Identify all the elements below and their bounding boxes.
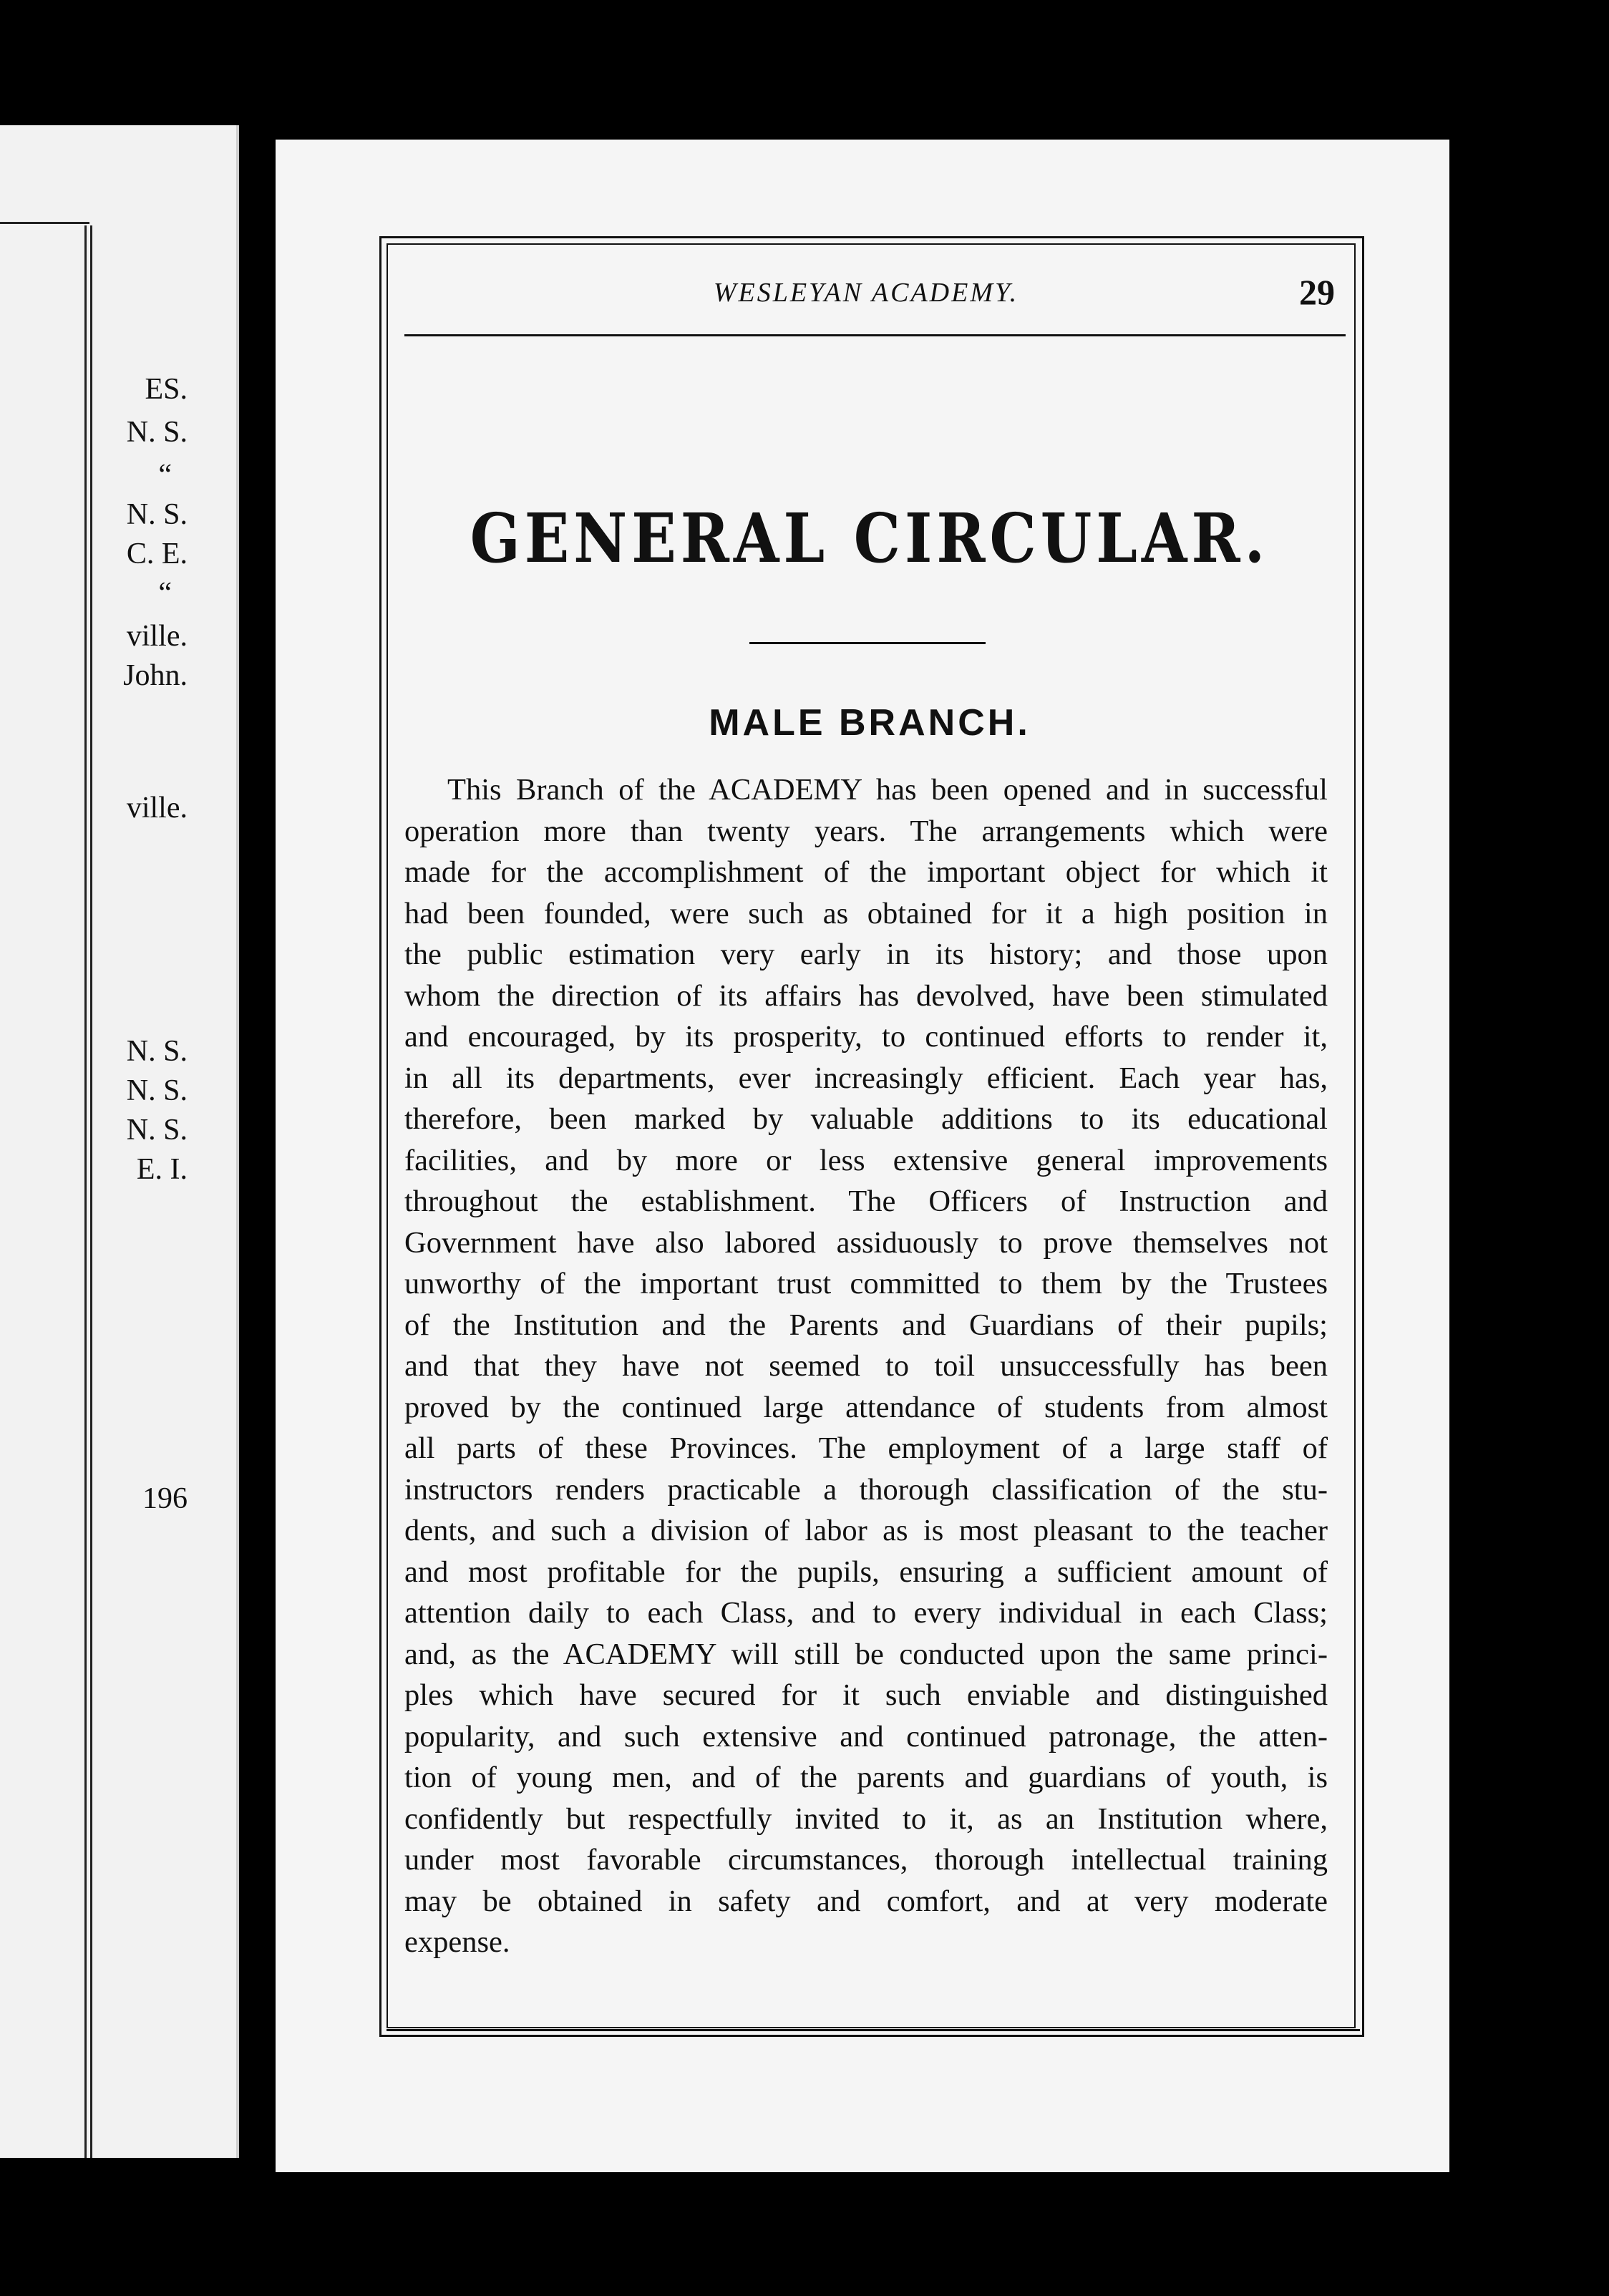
running-title: WESLEYAN ACADEMY.	[713, 278, 1019, 308]
left-page-line: 196	[142, 1482, 188, 1515]
body-line: may be obtained in safety and comfort, and at very moderate	[404, 1884, 1328, 1918]
running-head	[404, 272, 1335, 320]
body-paragraph	[404, 769, 1328, 1963]
left-page-border-inner	[90, 225, 92, 2158]
left-page-line: ville.	[126, 620, 188, 653]
body-line: This Branch of the ACADEMY has been opened and in successful	[447, 773, 1328, 807]
bottom-rule	[387, 2029, 1360, 2031]
previous-page-fragment	[0, 125, 239, 2158]
body-line: Government have also labored assiduously to prove themselves not	[404, 1225, 1328, 1260]
left-page-line: “	[158, 459, 172, 492]
title-divider	[749, 642, 986, 644]
left-page-line: N. S.	[126, 416, 188, 449]
body-line: ples which have secured for it such enviable and distinguished	[404, 1678, 1328, 1712]
left-page-line: ville.	[126, 792, 188, 824]
body-line: and that they have not seemed to toil unsuccessfully has been	[404, 1349, 1328, 1383]
body-line: and most profitable for the pupils, ensuring a sufficient amount of	[404, 1555, 1328, 1589]
left-page-border	[84, 225, 87, 2158]
body-line: dents, and such a division of labor as is most pleasant to the teacher	[404, 1514, 1328, 1547]
body-line: whom the direction of its affairs has devolved, have been stimulated	[404, 978, 1328, 1013]
left-page-line: John.	[123, 659, 188, 692]
body-line: facilities, and by more or less extensive general improvements	[404, 1143, 1328, 1177]
page-number: 29	[1299, 272, 1335, 312]
body-line: all parts of these Provinces. The employment of a large staff of	[404, 1431, 1328, 1465]
body-line: unworthy of the important trust committed to them by the Trustees	[404, 1267, 1328, 1300]
book-page	[276, 140, 1449, 2172]
body-line: of the Institution and the Parents and Guardians of their pupils;	[404, 1308, 1328, 1342]
left-page-line: N. S.	[126, 1035, 188, 1068]
left-page-line: ES.	[145, 373, 188, 406]
body-line: tion of young men, and of the parents and guardians of youth, is	[404, 1761, 1328, 1794]
body-line: made for the accomplishment of the important object for which it	[404, 855, 1328, 889]
body-line: therefore, been marked by valuable additions to its educational	[404, 1102, 1328, 1136]
header-rule	[404, 334, 1346, 336]
body-line: confidently but respectfully invited to it, as an Institution where,	[404, 1801, 1328, 1836]
body-line: expense.	[404, 1925, 510, 1959]
left-page-line: N. S.	[126, 498, 188, 531]
body-line: and, as the ACADEMY will still be conducted upon the same princi-	[404, 1637, 1328, 1671]
main-title: GENERAL CIRCULAR.	[470, 499, 1270, 579]
section-heading: MALE BRANCH.	[709, 702, 1031, 744]
body-line: throughout the establishment. The Officers of Instruction and	[404, 1185, 1328, 1218]
body-line: under most favorable circumstances, thorough intellectual training	[404, 1843, 1328, 1877]
body-line: instructors renders practicable a thorough classification of the stu-	[404, 1472, 1328, 1507]
body-line: proved by the continued large attendance of students from almost	[404, 1390, 1328, 1424]
body-line: attention daily to each Class, and to every individual in each Class;	[404, 1596, 1328, 1630]
body-line: had been founded, were such as obtained for it a high position in	[404, 896, 1328, 930]
left-page-line: “	[158, 577, 172, 610]
body-line: popularity, and such extensive and continued patronage, the atten-	[404, 1719, 1328, 1753]
left-page-line: N. S.	[126, 1074, 188, 1107]
body-line: the public estimation very early in its history; and those upon	[404, 938, 1328, 971]
body-line: operation more than twenty years. The arrangements which were	[404, 814, 1328, 848]
left-page-top-rule	[0, 222, 89, 224]
body-line: and encouraged, by its prosperity, to continued efforts to render it,	[404, 1020, 1328, 1054]
left-page-line: E. I.	[136, 1153, 188, 1186]
left-page-line: C. E.	[126, 537, 188, 570]
left-page-line: N. S.	[126, 1114, 188, 1147]
body-line: in all its departments, ever increasingly efficient. Each year has,	[404, 1061, 1328, 1095]
